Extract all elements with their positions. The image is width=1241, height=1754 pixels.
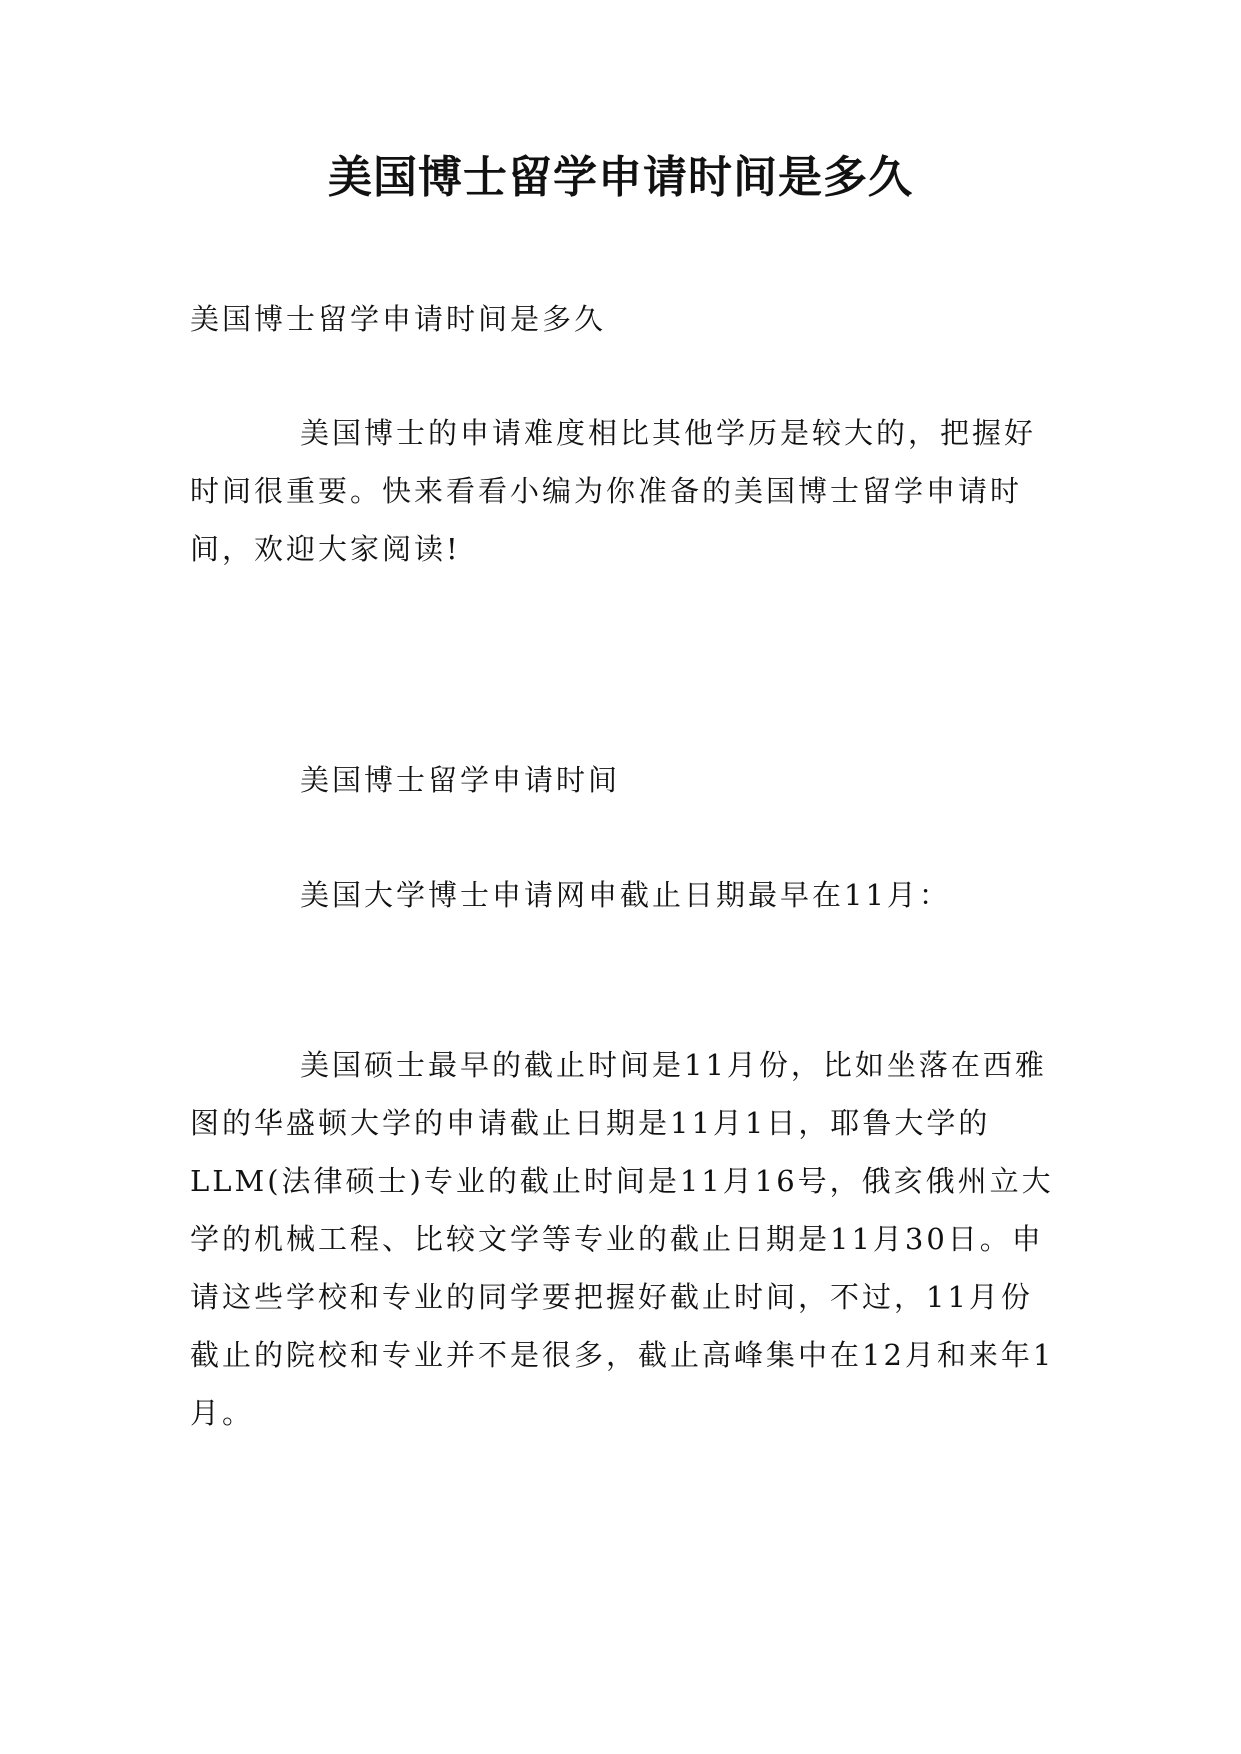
section-heading: 美国博士留学申请时间 — [300, 763, 621, 797]
subtitle-paragraph: 美国博士留学申请时间是多久 — [190, 302, 607, 336]
document-title: 美国博士留学申请时间是多久 — [328, 152, 913, 203]
intro-paragraph: 美国博士的申请难度相比其他学历是较大的，把握好时间很重要。快来看看小编为你准备的美国博士留学申请时间，欢迎大家阅读! — [190, 416, 1037, 566]
deadline-paragraph: 美国大学博士申请网申截止日期最早在11月： — [300, 878, 951, 912]
body-paragraph: 美国硕士最早的截止时间是11月份，比如坐落在西雅图的华盛顿大学的申请截止日期是11月1日，耶鲁大学的LLM(法律硕士)专业的截止时间是11月16号，俄亥俄州立大学的机械工程、比较文学等专业的截止日期是11月30日。申请这些学校和专业的同学要把握好截止时间，不过，11月份截止的院校和专业并不是很多，截止高峰集中在12月和来年1月。 — [190, 1048, 1055, 1430]
